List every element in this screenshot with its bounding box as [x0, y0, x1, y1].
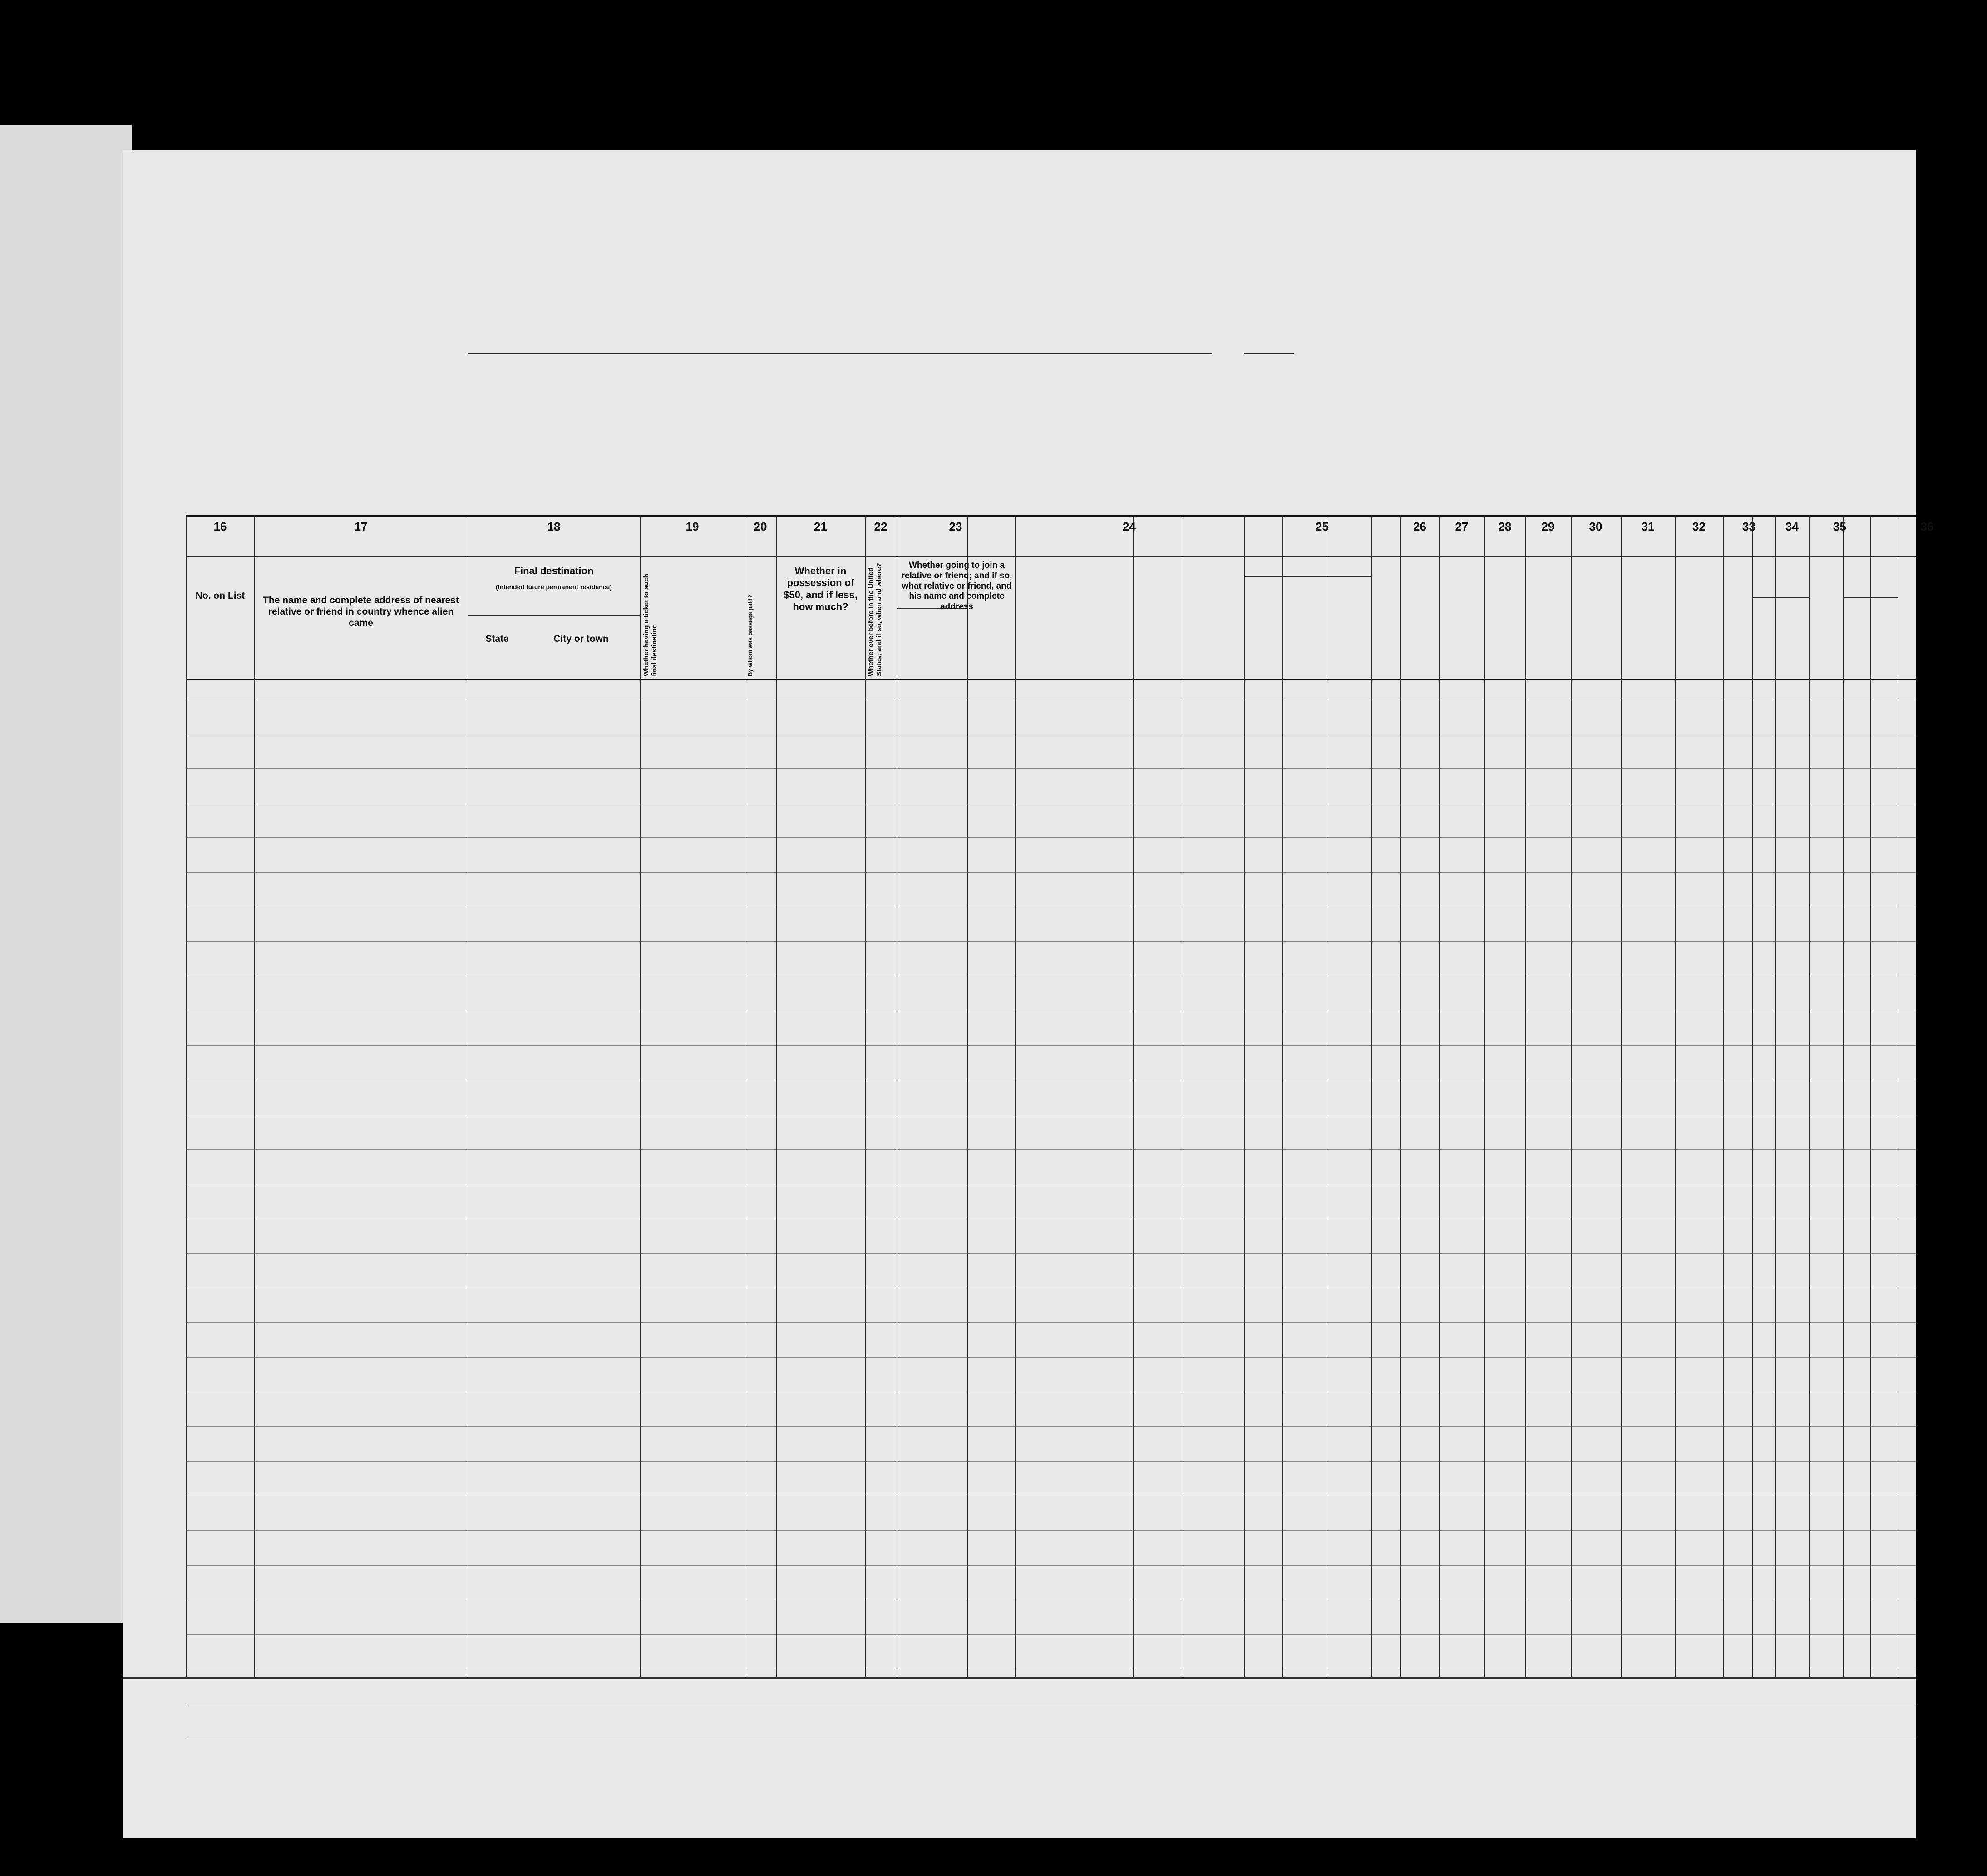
column-rule	[254, 515, 255, 1677]
column-rule	[1870, 515, 1871, 1677]
manifest-sheet	[123, 150, 1934, 1838]
column-number: 23	[949, 520, 962, 533]
column-header: Whether having a ticket to such final destination	[642, 574, 658, 676]
column-number: 31	[1641, 520, 1655, 533]
column-number: 16	[213, 520, 227, 533]
column-header: (Intended future permanent residence)	[496, 583, 612, 591]
column-number: 22	[874, 520, 887, 533]
column-rule	[1752, 515, 1753, 1677]
column-number: 35	[1833, 520, 1846, 533]
column-rule	[186, 515, 187, 1677]
column-rule	[967, 515, 968, 1677]
column-rule	[1439, 515, 1440, 1677]
column-header: By whom was passage paid?	[747, 595, 754, 676]
column-rule	[1282, 515, 1283, 1677]
column-header: Whether going to join a relative or friend; and if so, what relative or friend, and his name and complete address	[901, 561, 1012, 612]
column-number: 25	[1316, 520, 1329, 533]
column-number: 24	[1123, 520, 1136, 533]
column-rule	[1843, 515, 1844, 1677]
column-header: The name and complete address of nearest relative or friend in country whence alien came	[263, 595, 459, 629]
column-rule	[1371, 515, 1372, 1677]
column-rule	[1484, 515, 1485, 1677]
column-rule	[1133, 515, 1134, 1677]
column-header	[779, 592, 863, 674]
column-rule	[640, 515, 641, 1677]
column-rule	[865, 515, 866, 1677]
column-number: 36	[1920, 520, 1934, 533]
column-header: City or town	[553, 634, 609, 644]
column-rule	[1775, 515, 1776, 1677]
column-number: 29	[1541, 520, 1555, 533]
column-header: Final destination	[514, 565, 594, 576]
column-number: 30	[1589, 520, 1602, 533]
column-rule	[1015, 515, 1016, 1677]
column-rule	[1400, 515, 1401, 1677]
column-number: 19	[685, 520, 699, 533]
column-header: Whether in possession of $50, and if less, how much?	[784, 565, 858, 613]
column-header: Whether ever before in the United States; and if so, when and where?	[867, 562, 883, 676]
column-number: 34	[1785, 520, 1799, 533]
column-rule	[1723, 515, 1724, 1677]
column-number: 33	[1742, 520, 1755, 533]
column-number: 28	[1498, 520, 1512, 533]
column-header: State	[485, 634, 509, 644]
column-rule	[1675, 515, 1676, 1677]
column-rule	[1244, 515, 1245, 1677]
column-rule	[1571, 515, 1572, 1677]
column-number: 20	[754, 520, 767, 533]
column-rule	[1809, 515, 1810, 1677]
column-number: 21	[814, 520, 827, 533]
column-header: No. on List	[195, 591, 245, 601]
column-number: 17	[354, 520, 368, 533]
adjacent-page-fragment	[0, 125, 132, 1623]
column-rule	[776, 515, 777, 1677]
column-number: 26	[1413, 520, 1426, 533]
column-rule	[1525, 515, 1526, 1677]
column-number: 32	[1692, 520, 1706, 533]
column-number: 18	[547, 520, 561, 533]
column-number: 27	[1455, 520, 1469, 533]
column-rule	[1621, 515, 1622, 1677]
